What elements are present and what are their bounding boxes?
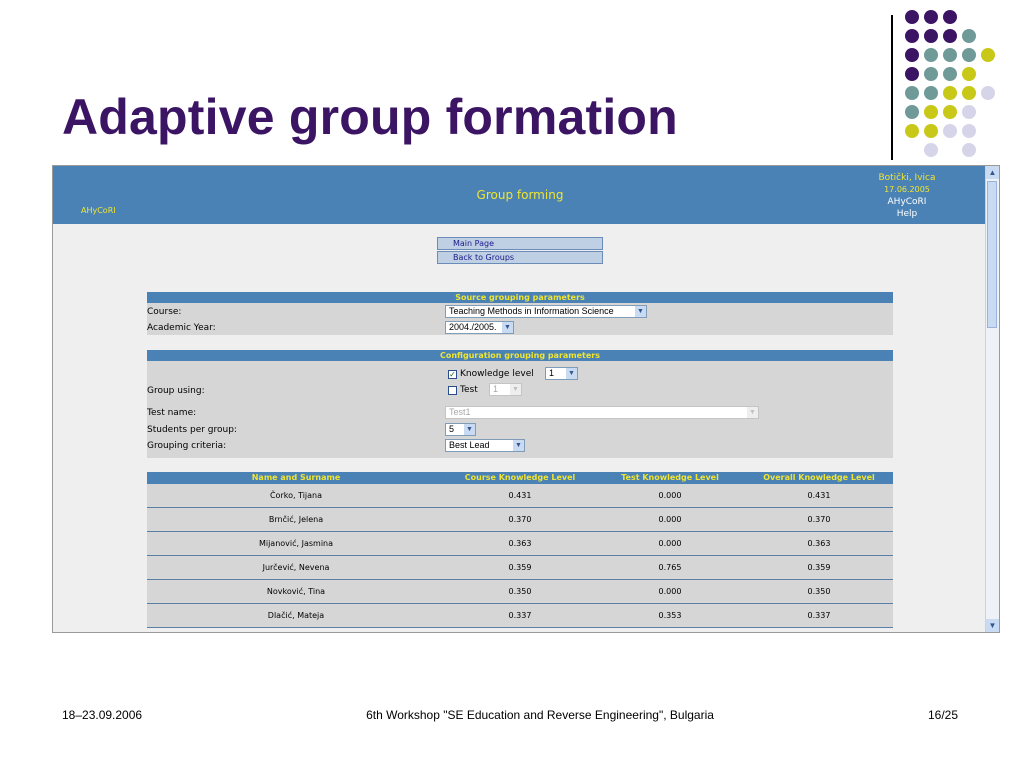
decorative-dot [943, 124, 957, 138]
decorative-dot [962, 143, 976, 157]
grouping-criteria-select[interactable] [445, 439, 525, 452]
column-header-name: Name and Surname [251, 473, 341, 482]
decorative-dot [924, 86, 938, 100]
cell-test-knowledge: 0.000 [658, 587, 682, 596]
test-name-label: Test name: [147, 408, 197, 418]
page-title: Group forming [476, 188, 564, 202]
footer-page-number: 16/25 [928, 708, 959, 722]
knowledge-level-value: 1 [549, 368, 555, 378]
cell-test-knowledge: 0.000 [658, 491, 682, 500]
cell-course-knowledge: 0.359 [508, 563, 532, 572]
current-date: 17.06.2005 [884, 185, 930, 194]
nav-menu [437, 237, 603, 264]
slide-title: Adaptive group formation [62, 89, 678, 145]
decorative-dot [905, 124, 919, 138]
source-parameters-panel [147, 292, 893, 333]
cell-overall-knowledge: 0.363 [807, 539, 831, 548]
table-row [147, 508, 893, 532]
decorative-dot [943, 29, 957, 43]
test-name-select[interactable] [445, 406, 759, 419]
cell-name: Brnčić, Jelena [268, 515, 324, 524]
decorative-dot [924, 143, 938, 157]
chevron-down-icon: ▼ [566, 368, 577, 379]
test-checkbox[interactable] [448, 386, 457, 395]
decorative-dot [981, 48, 995, 62]
check-icon: ✓ [449, 370, 456, 379]
course-select[interactable] [445, 305, 647, 318]
cell-test-knowledge: 0.765 [658, 563, 682, 572]
configuration-parameters-panel [147, 350, 893, 451]
decorative-dot [924, 105, 938, 119]
cell-overall-knowledge: 0.359 [807, 563, 831, 572]
decorative-dot [905, 86, 919, 100]
decorative-dot [962, 29, 976, 43]
decorative-dot-grid [905, 10, 1015, 170]
scroll-up-icon[interactable]: ▲ [986, 166, 999, 179]
user-info [847, 172, 967, 220]
test-number-select[interactable] [489, 383, 522, 396]
cell-overall-knowledge: 0.370 [807, 515, 831, 524]
table-row [147, 604, 893, 628]
decorative-dot [943, 10, 957, 24]
decorative-dot [905, 67, 919, 81]
decorative-dot [943, 48, 957, 62]
scroll-down-icon[interactable]: ▼ [986, 619, 999, 632]
chevron-down-icon: ▼ [747, 407, 758, 418]
decorative-dot [905, 10, 919, 24]
cell-overall-knowledge: 0.337 [807, 611, 831, 620]
cell-course-knowledge: 0.370 [508, 515, 532, 524]
cell-overall-knowledge: 0.431 [807, 491, 831, 500]
decorative-dot [924, 10, 938, 24]
test-name-value: Test1 [449, 407, 471, 417]
decorative-dot [924, 29, 938, 43]
user-name: Botički, Ivica [878, 173, 936, 183]
decorative-dot [924, 124, 938, 138]
app-link[interactable]: AHyCoRI [887, 197, 927, 207]
decorative-dot [905, 29, 919, 43]
decorative-dot [905, 48, 919, 62]
cell-name: Mijanović, Jasmina [258, 539, 334, 548]
vertical-scrollbar[interactable] [985, 166, 999, 632]
decorative-dot [943, 86, 957, 100]
back-to-groups-link[interactable]: Back to Groups [437, 251, 603, 264]
course-value: Teaching Methods in Information Science [449, 306, 614, 316]
column-header-course-knowledge: Course Knowledge Level [464, 473, 576, 482]
cell-name: Čorko, Tijana [269, 491, 323, 500]
knowledge-level-label: Knowledge level [460, 369, 534, 379]
cell-course-knowledge: 0.350 [508, 587, 532, 596]
chevron-down-icon: ▼ [513, 440, 524, 451]
results-table [147, 472, 893, 628]
cell-name: Jurčević, Nevena [262, 563, 330, 572]
decorative-dot [924, 48, 938, 62]
decorative-dot [962, 105, 976, 119]
app-name: AHyCoRI [81, 206, 116, 215]
test-label: Test [460, 385, 478, 395]
column-header-test-knowledge: Test Knowledge Level [621, 473, 719, 482]
decorative-divider [891, 15, 893, 160]
app-header [53, 166, 987, 224]
course-label: Course: [147, 307, 182, 317]
cell-course-knowledge: 0.431 [508, 491, 532, 500]
decorative-dot [905, 105, 919, 119]
source-parameters-header: Source grouping parameters [147, 292, 893, 303]
group-using-label: Group using: [147, 386, 205, 396]
cell-name: Novković, Tina [266, 587, 326, 596]
knowledge-level-select[interactable] [545, 367, 578, 380]
decorative-dot [924, 67, 938, 81]
academic-year-value: 2004./2005. [449, 322, 497, 332]
cell-test-knowledge: 0.000 [658, 515, 682, 524]
grouping-criteria-value: Best Lead [449, 440, 490, 450]
main-page-link[interactable]: Main Page [437, 237, 603, 250]
cell-test-knowledge: 0.353 [658, 611, 682, 620]
decorative-dot [962, 48, 976, 62]
footer-date: 18–23.09.2006 [62, 708, 143, 722]
column-header-overall-knowledge: Overall Knowledge Level [763, 473, 875, 482]
help-link[interactable]: Help [896, 209, 918, 219]
source-parameters-body [147, 303, 893, 335]
decorative-dot [962, 124, 976, 138]
cell-overall-knowledge: 0.350 [807, 587, 831, 596]
cell-course-knowledge: 0.337 [508, 611, 532, 620]
configuration-parameters-header: Configuration grouping parameters [147, 350, 893, 361]
table-row [147, 532, 893, 556]
knowledge-level-checkbox[interactable] [448, 370, 457, 379]
chevron-down-icon: ▼ [510, 384, 521, 395]
table-header [147, 472, 893, 484]
footer-event: 6th Workshop "SE Education and Reverse Engineering", Bulgaria [366, 708, 714, 722]
academic-year-label: Academic Year: [147, 323, 216, 333]
decorative-dot [981, 86, 995, 100]
decorative-dot [962, 86, 976, 100]
cell-course-knowledge: 0.363 [508, 539, 532, 548]
students-per-group-label: Students per group: [147, 425, 237, 435]
chevron-down-icon: ▼ [635, 306, 646, 317]
table-row [147, 484, 893, 508]
cell-test-knowledge: 0.000 [658, 539, 682, 548]
grouping-criteria-label: Grouping criteria: [147, 441, 227, 451]
academic-year-select[interactable] [445, 321, 514, 334]
browser-screenshot [52, 165, 1000, 633]
decorative-dot [943, 105, 957, 119]
decorative-dot [962, 67, 976, 81]
students-per-group-value: 5 [449, 424, 455, 434]
table-row [147, 556, 893, 580]
cell-name: Dlačić, Mateja [267, 611, 325, 620]
chevron-down-icon: ▼ [502, 322, 513, 333]
students-per-group-select[interactable] [445, 423, 476, 436]
test-number-value: 1 [493, 384, 499, 394]
table-row [147, 580, 893, 604]
configuration-parameters-body [147, 361, 893, 458]
chevron-down-icon: ▼ [464, 424, 475, 435]
decorative-dot [943, 67, 957, 81]
scroll-thumb[interactable] [987, 181, 997, 328]
table-body [147, 484, 893, 628]
